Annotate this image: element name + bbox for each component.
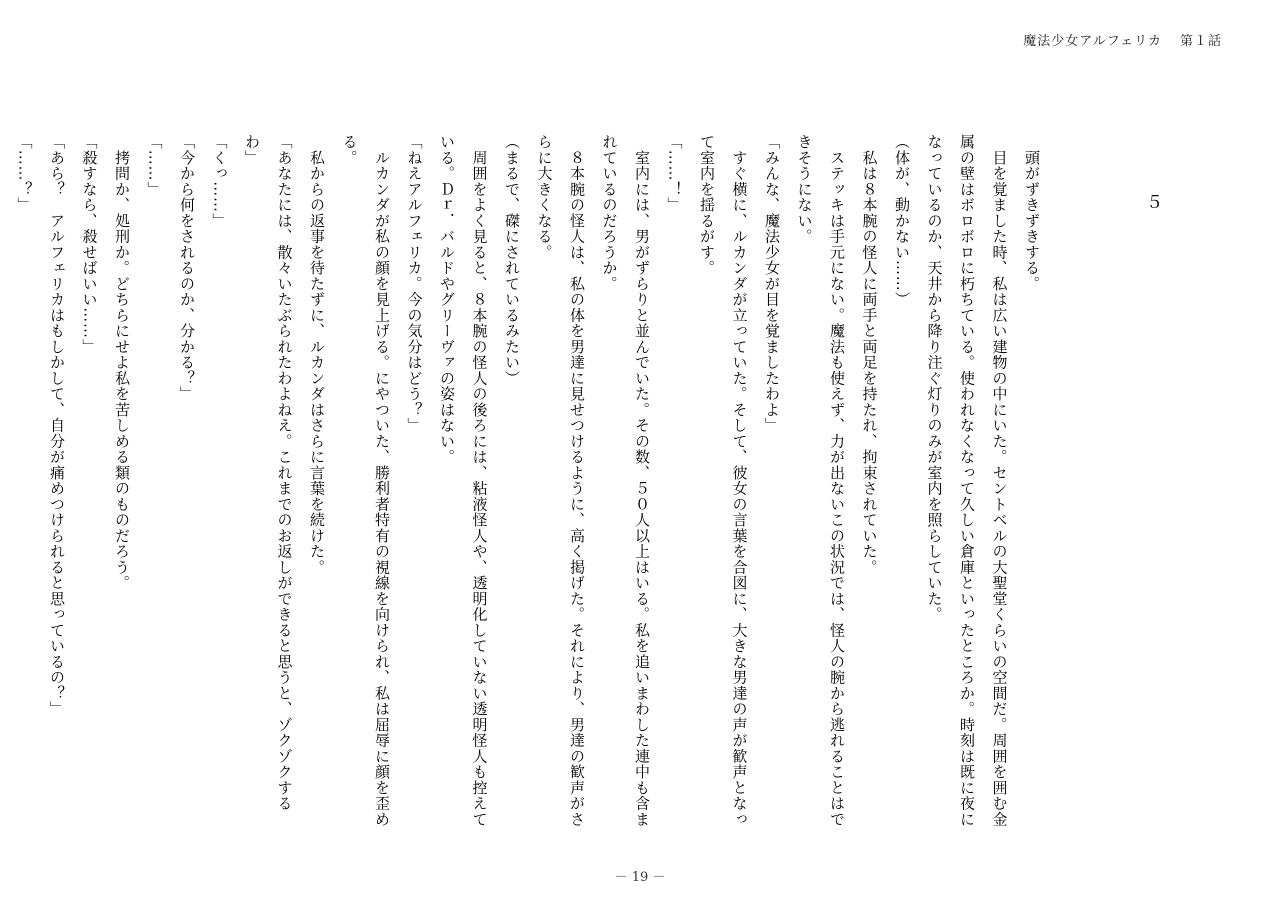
paragraph: （まるで、磔にされているみたい） — [503, 134, 521, 386]
paragraph: 私からの返事を待たずに、ルカンダはさらに言葉を続けた。 — [308, 134, 326, 575]
book-title: 魔法少女アルフェリカ — [1023, 34, 1162, 49]
running-header — [1023, 30, 1222, 49]
paragraph: 「……？」 — [15, 134, 34, 213]
paragraph — [0, 134, 8, 834]
paragraph: 「ねえアルフェリカ。今の気分はどう？」 — [405, 134, 424, 434]
paragraph: 拷問か、処刑か。どちらにせよ私を苦しめる類のものだろう。 — [113, 134, 131, 591]
vertical-body-text — [15, 134, 1048, 834]
paragraph: ステッキは手元にない。魔法も使えず、力が出ないこの状況では、怪人の腕から逃れることはできそうにない。 — [795, 134, 846, 827]
paragraph: 周囲をよく見ると、８本腕の怪人の後ろには、粘液怪人や、透明化していない透明怪人も控えている。Ｄｒ．バルドやグリーヴァの姿はない。 — [438, 134, 489, 827]
paragraph: 「あなたには、散々いたぶられたわよねえ。これまでのお返しができると思うと、ゾクゾクするわ」 — [243, 134, 294, 812]
paragraph: 私は８本腕の怪人に両手と両足を持たれ、拘束されていた。 — [860, 134, 879, 575]
page-number: － 19 － — [614, 870, 666, 885]
paragraph: ルカンダが私の顔を見上げる。にやついた、勝利者特有の視線を向けられ、私は屈辱に顔を歪める。 — [340, 134, 391, 827]
paragraph: 「みんな、魔法少女が目を覚ましたわよ」 — [763, 134, 781, 434]
paragraph: 「……！」 — [665, 134, 684, 213]
episode-label: 第１話 — [1179, 34, 1222, 49]
paragraph: 「あら？ アルフェリカはもしかして、自分が痛めつけられると思っているの？」 — [48, 134, 66, 717]
paragraph: 目を覚ました時、私は広い建物の中にいた。セントベルの大聖堂くらいの空間だ。周囲を囲む金属の壁はボロボロに朽ちている。使われなくなって久しい倉庫といったところか。時刻は既に夜になっているのか、天井から降り注ぐ灯りのみが室内を照らしていた。 — [925, 134, 1009, 827]
paragraph: 「殺すなら、殺せばいい……」 — [80, 134, 99, 355]
paragraph: 室内には、男がずらりと並んでいた。その数、５０人以上はいる。私を追いまわした連中も含まれているのだろうか。 — [600, 134, 651, 827]
paragraph: 頭がずきずきする。 — [1023, 134, 1041, 292]
chapter-number: ５ — [1146, 193, 1163, 213]
paragraph: 「……」 — [145, 134, 164, 197]
paragraph: 「くっ……」 — [210, 134, 229, 229]
paragraph: すぐ横に、ルカンダが立っていた。そして、彼女の言葉を合図に、大きな男達の声が歓声となって室内を揺るがす。 — [698, 134, 749, 827]
paragraph: 「今から何をされるのか、分かる？」 — [178, 134, 196, 402]
paragraph: ８本腕の怪人は、私の体を男達に見せつけるように、高く掲げた。それにより、男達の歓声がさらに大きくなる。 — [535, 134, 586, 827]
paragraph: （体が、動かない……） — [893, 134, 911, 308]
